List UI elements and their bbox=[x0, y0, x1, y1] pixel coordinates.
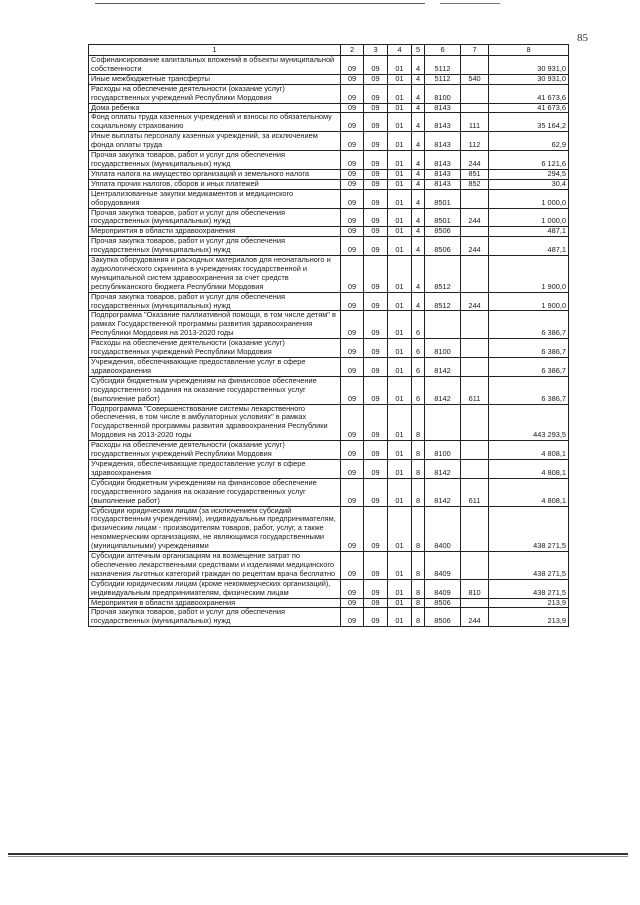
table-row bbox=[89, 579, 569, 598]
row-code-subprogram: 8 bbox=[412, 506, 425, 552]
row-code-subsection: 09 bbox=[364, 208, 388, 227]
column-header: 6 bbox=[425, 45, 461, 56]
row-code-subprogram: 4 bbox=[412, 113, 425, 132]
row-code-subprogram: 4 bbox=[412, 227, 425, 237]
row-code-program: 01 bbox=[388, 179, 412, 189]
row-name: Иные межбюджетные трансферты bbox=[89, 74, 341, 84]
row-name: Учреждения, обеспечивающие предоставление услуг в сфере здравоохранения bbox=[89, 459, 341, 478]
table-row bbox=[89, 227, 569, 237]
row-name: Субсидии юридическим лицам (за исключением субсидий государственным учреждениям), индивидуальным предпринимателям, физическим лицам - производителям товаров, работ, услуг, а также некоммерческим организациям, не являющимся государственными (муниципальными) учреждениями bbox=[89, 506, 341, 552]
row-code-section: 09 bbox=[341, 84, 364, 103]
row-code-program: 01 bbox=[388, 208, 412, 227]
row-code-section: 09 bbox=[341, 579, 364, 598]
row-code-program: 01 bbox=[388, 358, 412, 377]
row-code-target: 8100 bbox=[425, 84, 461, 103]
row-code-target: 8143 bbox=[425, 132, 461, 151]
row-code-program: 01 bbox=[388, 608, 412, 627]
row-code-program: 01 bbox=[388, 339, 412, 358]
row-code-section: 09 bbox=[341, 189, 364, 208]
row-code-expense-type bbox=[461, 103, 489, 113]
row-code-target: 8100 bbox=[425, 441, 461, 460]
row-code-subsection: 09 bbox=[364, 552, 388, 580]
row-code-subprogram: 4 bbox=[412, 169, 425, 179]
row-code-subsection: 09 bbox=[364, 132, 388, 151]
row-code-program: 01 bbox=[388, 506, 412, 552]
row-code-program: 01 bbox=[388, 132, 412, 151]
row-code-expense-type bbox=[461, 56, 489, 75]
row-code-target: 8142 bbox=[425, 358, 461, 377]
table-row bbox=[89, 189, 569, 208]
row-code-subprogram: 6 bbox=[412, 311, 425, 339]
row-code-subprogram: 8 bbox=[412, 459, 425, 478]
column-header: 4 bbox=[388, 45, 412, 56]
row-name: Прочая закупка товаров, работ и услуг для обеспечения государственных (муниципальных) нужд bbox=[89, 292, 341, 311]
row-code-subsection: 09 bbox=[364, 227, 388, 237]
row-code-target bbox=[425, 311, 461, 339]
row-code-program: 01 bbox=[388, 113, 412, 132]
row-code-target: 8142 bbox=[425, 478, 461, 506]
row-name: Мероприятия в области здравоохранения bbox=[89, 227, 341, 237]
row-code-subprogram: 4 bbox=[412, 189, 425, 208]
row-name: Мероприятия в области здравоохранения bbox=[89, 598, 341, 608]
page-number: 85 bbox=[577, 32, 588, 44]
table-row bbox=[89, 339, 569, 358]
row-code-target bbox=[425, 404, 461, 441]
row-code-subsection: 09 bbox=[364, 376, 388, 404]
row-amount: 6 121,6 bbox=[489, 151, 569, 170]
row-code-target: 8143 bbox=[425, 103, 461, 113]
row-code-subsection: 09 bbox=[364, 103, 388, 113]
row-code-section: 09 bbox=[341, 358, 364, 377]
row-amount: 1 900,0 bbox=[489, 256, 569, 293]
column-header: 3 bbox=[364, 45, 388, 56]
column-header: 7 bbox=[461, 45, 489, 56]
row-code-subprogram: 8 bbox=[412, 552, 425, 580]
table-row bbox=[89, 311, 569, 339]
row-code-subsection: 09 bbox=[364, 579, 388, 598]
column-header: 5 bbox=[412, 45, 425, 56]
row-code-subprogram: 8 bbox=[412, 579, 425, 598]
row-code-target: 8143 bbox=[425, 151, 461, 170]
row-amount: 41 673,6 bbox=[489, 103, 569, 113]
table-row bbox=[89, 608, 569, 627]
row-code-section: 09 bbox=[341, 132, 364, 151]
row-code-subsection: 09 bbox=[364, 179, 388, 189]
row-amount: 35 164,2 bbox=[489, 113, 569, 132]
row-code-section: 09 bbox=[341, 608, 364, 627]
row-code-target: 8400 bbox=[425, 506, 461, 552]
row-name: Прочая закупка товаров, работ и услуг для обеспечения государственных (муниципальных) нужд bbox=[89, 237, 341, 256]
row-amount: 213,9 bbox=[489, 608, 569, 627]
table-row bbox=[89, 441, 569, 460]
row-code-subsection: 09 bbox=[364, 459, 388, 478]
row-code-expense-type bbox=[461, 506, 489, 552]
table-row bbox=[89, 208, 569, 227]
row-amount: 438 271,5 bbox=[489, 579, 569, 598]
row-code-program: 01 bbox=[388, 311, 412, 339]
row-amount: 4 808,1 bbox=[489, 478, 569, 506]
row-name: Уплата прочих налогов, сборов и иных платежей bbox=[89, 179, 341, 189]
row-code-section: 09 bbox=[341, 404, 364, 441]
row-code-target: 8512 bbox=[425, 256, 461, 293]
row-code-subsection: 09 bbox=[364, 292, 388, 311]
row-code-expense-type bbox=[461, 84, 489, 103]
row-code-program: 01 bbox=[388, 56, 412, 75]
row-code-program: 01 bbox=[388, 237, 412, 256]
row-code-program: 01 bbox=[388, 598, 412, 608]
table-header-row bbox=[89, 45, 569, 56]
row-code-expense-type: 611 bbox=[461, 376, 489, 404]
row-code-section: 09 bbox=[341, 441, 364, 460]
row-code-target: 8143 bbox=[425, 113, 461, 132]
table-row bbox=[89, 151, 569, 170]
row-amount: 30,4 bbox=[489, 179, 569, 189]
row-code-expense-type bbox=[461, 358, 489, 377]
row-code-expense-type bbox=[461, 227, 489, 237]
row-code-subsection: 09 bbox=[364, 256, 388, 293]
row-code-subsection: 09 bbox=[364, 339, 388, 358]
column-header: 2 bbox=[341, 45, 364, 56]
row-code-section: 09 bbox=[341, 598, 364, 608]
scan-bottom-line bbox=[8, 853, 628, 855]
row-code-program: 01 bbox=[388, 151, 412, 170]
row-code-section: 09 bbox=[341, 376, 364, 404]
row-code-target: 8501 bbox=[425, 208, 461, 227]
row-code-subprogram: 8 bbox=[412, 598, 425, 608]
row-code-expense-type: 611 bbox=[461, 478, 489, 506]
row-amount: 41 673,6 bbox=[489, 84, 569, 103]
row-code-section: 09 bbox=[341, 256, 364, 293]
row-code-subprogram: 4 bbox=[412, 103, 425, 113]
row-amount: 443 293,5 bbox=[489, 404, 569, 441]
row-code-subprogram: 4 bbox=[412, 208, 425, 227]
row-amount: 62,9 bbox=[489, 132, 569, 151]
table-row bbox=[89, 169, 569, 179]
row-amount: 294,5 bbox=[489, 169, 569, 179]
row-code-expense-type: 810 bbox=[461, 579, 489, 598]
row-name: Фонд оплаты труда казенных учреждений и взносы по обязательному социальному страхованию bbox=[89, 113, 341, 132]
row-code-section: 09 bbox=[341, 459, 364, 478]
row-code-section: 09 bbox=[341, 552, 364, 580]
table-row bbox=[89, 459, 569, 478]
row-code-subsection: 09 bbox=[364, 506, 388, 552]
row-code-subprogram: 4 bbox=[412, 256, 425, 293]
row-code-section: 09 bbox=[341, 208, 364, 227]
row-code-target: 8142 bbox=[425, 376, 461, 404]
row-code-expense-type: 244 bbox=[461, 237, 489, 256]
row-code-program: 01 bbox=[388, 459, 412, 478]
row-code-subprogram: 8 bbox=[412, 441, 425, 460]
row-amount: 1 900,0 bbox=[489, 292, 569, 311]
row-code-subprogram: 4 bbox=[412, 74, 425, 84]
row-name: Подпрограмма "Совершенствование системы лекарственного обеспечения, в том числе в амбулаторных условиях" в рамках Государственной программы развития здравоохранения Республики Мордовия на 2013-2020 годы bbox=[89, 404, 341, 441]
row-code-program: 01 bbox=[388, 376, 412, 404]
row-code-expense-type: 244 bbox=[461, 151, 489, 170]
table-row bbox=[89, 84, 569, 103]
row-code-target: 8409 bbox=[425, 579, 461, 598]
row-code-section: 09 bbox=[341, 506, 364, 552]
row-code-section: 09 bbox=[341, 151, 364, 170]
row-code-expense-type: 852 bbox=[461, 179, 489, 189]
row-name: Учреждения, обеспечивающие предоставление услуг в сфере здравоохранения bbox=[89, 358, 341, 377]
row-code-expense-type: 540 bbox=[461, 74, 489, 84]
table-row bbox=[89, 376, 569, 404]
row-code-expense-type bbox=[461, 459, 489, 478]
row-amount: 6 386,7 bbox=[489, 339, 569, 358]
row-code-target: 8512 bbox=[425, 292, 461, 311]
row-name: Субсидии аптечным организациям на возмещение затрат по обеспечению лекарственными средствами и изделиями медицинского назначения льготных категорий граждан по рецептам врача бесплатно bbox=[89, 552, 341, 580]
row-code-subprogram: 4 bbox=[412, 132, 425, 151]
row-code-target: 8506 bbox=[425, 227, 461, 237]
row-name: Подпрограмма "Оказание паллиативной помощи, в том числе детям" в рамках Государственной программы развития здравоохранения Республики Мордовия на 2013-2020 годы bbox=[89, 311, 341, 339]
row-code-target: 5112 bbox=[425, 74, 461, 84]
table-row bbox=[89, 292, 569, 311]
row-code-subsection: 09 bbox=[364, 598, 388, 608]
row-amount: 213,9 bbox=[489, 598, 569, 608]
row-code-subprogram: 4 bbox=[412, 292, 425, 311]
row-code-target: 8506 bbox=[425, 598, 461, 608]
row-amount: 4 808,1 bbox=[489, 459, 569, 478]
table-row bbox=[89, 478, 569, 506]
row-code-subsection: 09 bbox=[364, 74, 388, 84]
scan-top-line bbox=[95, 3, 425, 4]
row-code-expense-type bbox=[461, 598, 489, 608]
row-code-section: 09 bbox=[341, 237, 364, 256]
row-code-target: 8506 bbox=[425, 237, 461, 256]
row-code-subsection: 09 bbox=[364, 358, 388, 377]
row-code-subsection: 09 bbox=[364, 113, 388, 132]
column-header: 8 bbox=[489, 45, 569, 56]
row-code-subprogram: 4 bbox=[412, 84, 425, 103]
row-amount: 438 271,5 bbox=[489, 506, 569, 552]
row-code-subsection: 09 bbox=[364, 478, 388, 506]
row-code-target: 5112 bbox=[425, 56, 461, 75]
row-amount: 1 000,0 bbox=[489, 208, 569, 227]
row-amount: 6 386,7 bbox=[489, 376, 569, 404]
row-code-expense-type bbox=[461, 256, 489, 293]
row-name: Расходы на обеспечение деятельности (оказание услуг) государственных учреждений Республики Мордовия bbox=[89, 339, 341, 358]
row-name: Прочая закупка товаров, работ и услуг для обеспечения государственных (муниципальных) нужд bbox=[89, 151, 341, 170]
row-code-program: 01 bbox=[388, 189, 412, 208]
row-name: Субсидии бюджетным учреждениям на финансовое обеспечение государственного задания на оказание государственных услуг (выполнение работ) bbox=[89, 478, 341, 506]
row-code-expense-type bbox=[461, 339, 489, 358]
row-code-program: 01 bbox=[388, 74, 412, 84]
row-code-subsection: 09 bbox=[364, 441, 388, 460]
row-code-program: 01 bbox=[388, 552, 412, 580]
row-name: Дома ребенка bbox=[89, 103, 341, 113]
table-row bbox=[89, 113, 569, 132]
row-code-subprogram: 4 bbox=[412, 237, 425, 256]
table-row bbox=[89, 506, 569, 552]
table-row bbox=[89, 256, 569, 293]
row-code-subsection: 09 bbox=[364, 169, 388, 179]
row-name: Централизованные закупки медикаментов и медицинского оборудования bbox=[89, 189, 341, 208]
row-code-subsection: 09 bbox=[364, 311, 388, 339]
row-code-target: 8143 bbox=[425, 179, 461, 189]
row-amount: 6 386,7 bbox=[489, 311, 569, 339]
row-code-expense-type bbox=[461, 441, 489, 460]
row-code-target: 8409 bbox=[425, 552, 461, 580]
row-code-program: 01 bbox=[388, 441, 412, 460]
row-code-section: 09 bbox=[341, 478, 364, 506]
row-code-subprogram: 8 bbox=[412, 404, 425, 441]
row-code-expense-type bbox=[461, 311, 489, 339]
row-amount: 4 808,1 bbox=[489, 441, 569, 460]
budget-table bbox=[88, 44, 569, 627]
row-code-program: 01 bbox=[388, 478, 412, 506]
table-row bbox=[89, 132, 569, 151]
row-code-expense-type: 244 bbox=[461, 292, 489, 311]
row-code-section: 09 bbox=[341, 74, 364, 84]
row-name: Субсидии юридическим лицам (кроме некоммерческих организаций), индивидуальным предпринимателям, физическим лицам bbox=[89, 579, 341, 598]
row-code-expense-type: 244 bbox=[461, 208, 489, 227]
row-code-section: 09 bbox=[341, 169, 364, 179]
row-code-subprogram: 6 bbox=[412, 339, 425, 358]
row-code-program: 01 bbox=[388, 169, 412, 179]
row-code-expense-type: 112 bbox=[461, 132, 489, 151]
row-code-target: 8143 bbox=[425, 169, 461, 179]
row-code-subprogram: 4 bbox=[412, 179, 425, 189]
table-row bbox=[89, 179, 569, 189]
row-code-subprogram: 6 bbox=[412, 358, 425, 377]
row-code-target: 8142 bbox=[425, 459, 461, 478]
row-name: Софинансирование капитальных вложений в объекты муниципальной собственности bbox=[89, 56, 341, 75]
row-code-expense-type bbox=[461, 189, 489, 208]
row-code-target: 8100 bbox=[425, 339, 461, 358]
row-code-section: 09 bbox=[341, 103, 364, 113]
row-amount: 30 931,0 bbox=[489, 74, 569, 84]
row-code-subsection: 09 bbox=[364, 189, 388, 208]
row-code-section: 09 bbox=[341, 113, 364, 132]
row-code-subsection: 09 bbox=[364, 608, 388, 627]
row-code-program: 01 bbox=[388, 227, 412, 237]
row-code-subsection: 09 bbox=[364, 56, 388, 75]
row-code-program: 01 bbox=[388, 84, 412, 103]
table-row bbox=[89, 103, 569, 113]
row-code-expense-type bbox=[461, 404, 489, 441]
row-code-expense-type: 851 bbox=[461, 169, 489, 179]
table-row bbox=[89, 598, 569, 608]
column-header: 1 bbox=[89, 45, 341, 56]
row-code-program: 01 bbox=[388, 256, 412, 293]
table-row bbox=[89, 56, 569, 75]
table-body bbox=[89, 56, 569, 627]
row-name: Субсидии бюджетным учреждениям на финансовое обеспечение государственного задания на оказание государственных услуг (выполнение работ) bbox=[89, 376, 341, 404]
row-code-program: 01 bbox=[388, 404, 412, 441]
row-code-subprogram: 8 bbox=[412, 478, 425, 506]
row-amount: 30 931,0 bbox=[489, 56, 569, 75]
scan-top-line-short bbox=[440, 3, 500, 4]
row-code-section: 09 bbox=[341, 179, 364, 189]
row-code-section: 09 bbox=[341, 311, 364, 339]
row-code-expense-type bbox=[461, 552, 489, 580]
row-code-program: 01 bbox=[388, 292, 412, 311]
row-amount: 438 271,5 bbox=[489, 552, 569, 580]
row-name: Расходы на обеспечение деятельности (оказание услуг) государственных учреждений Республики Мордовия bbox=[89, 441, 341, 460]
row-code-expense-type: 111 bbox=[461, 113, 489, 132]
row-code-subprogram: 6 bbox=[412, 376, 425, 404]
row-name: Иные выплаты персоналу казенных учреждений, за исключением фонда оплаты труда bbox=[89, 132, 341, 151]
row-code-subsection: 09 bbox=[364, 404, 388, 441]
row-name: Закупка оборудования и расходных материалов для неонатального и аудиологического скрининга в учреждениях государственной и муниципальной систем здравоохранения за счет средств республиканского бюджета Республики Мордовия bbox=[89, 256, 341, 293]
row-code-section: 09 bbox=[341, 227, 364, 237]
row-amount: 487,1 bbox=[489, 227, 569, 237]
row-code-section: 09 bbox=[341, 339, 364, 358]
row-code-subsection: 09 bbox=[364, 151, 388, 170]
scan-bottom-line-thin bbox=[8, 856, 628, 857]
row-amount: 6 386,7 bbox=[489, 358, 569, 377]
row-code-section: 09 bbox=[341, 56, 364, 75]
row-code-target: 8501 bbox=[425, 189, 461, 208]
table-row bbox=[89, 358, 569, 377]
row-code-subsection: 09 bbox=[364, 237, 388, 256]
row-name: Уплата налога на имущество организаций и земельного налога bbox=[89, 169, 341, 179]
row-code-program: 01 bbox=[388, 103, 412, 113]
row-name: Прочая закупка товаров, работ и услуг для обеспечения государственных (муниципальных) нужд bbox=[89, 208, 341, 227]
row-code-subsection: 09 bbox=[364, 84, 388, 103]
row-code-target: 8506 bbox=[425, 608, 461, 627]
row-amount: 487,1 bbox=[489, 237, 569, 256]
row-code-subprogram: 8 bbox=[412, 608, 425, 627]
table-row bbox=[89, 552, 569, 580]
table-row bbox=[89, 237, 569, 256]
table-row bbox=[89, 404, 569, 441]
row-name: Прочая закупка товаров, работ и услуг для обеспечения государственных (муниципальных) нужд bbox=[89, 608, 341, 627]
table-row bbox=[89, 74, 569, 84]
row-amount: 1 000,0 bbox=[489, 189, 569, 208]
row-code-program: 01 bbox=[388, 579, 412, 598]
row-code-section: 09 bbox=[341, 292, 364, 311]
row-code-subprogram: 4 bbox=[412, 151, 425, 170]
row-name: Расходы на обеспечение деятельности (оказание услуг) государственных учреждений Республики Мордовия bbox=[89, 84, 341, 103]
row-code-expense-type: 244 bbox=[461, 608, 489, 627]
row-code-subprogram: 4 bbox=[412, 56, 425, 75]
